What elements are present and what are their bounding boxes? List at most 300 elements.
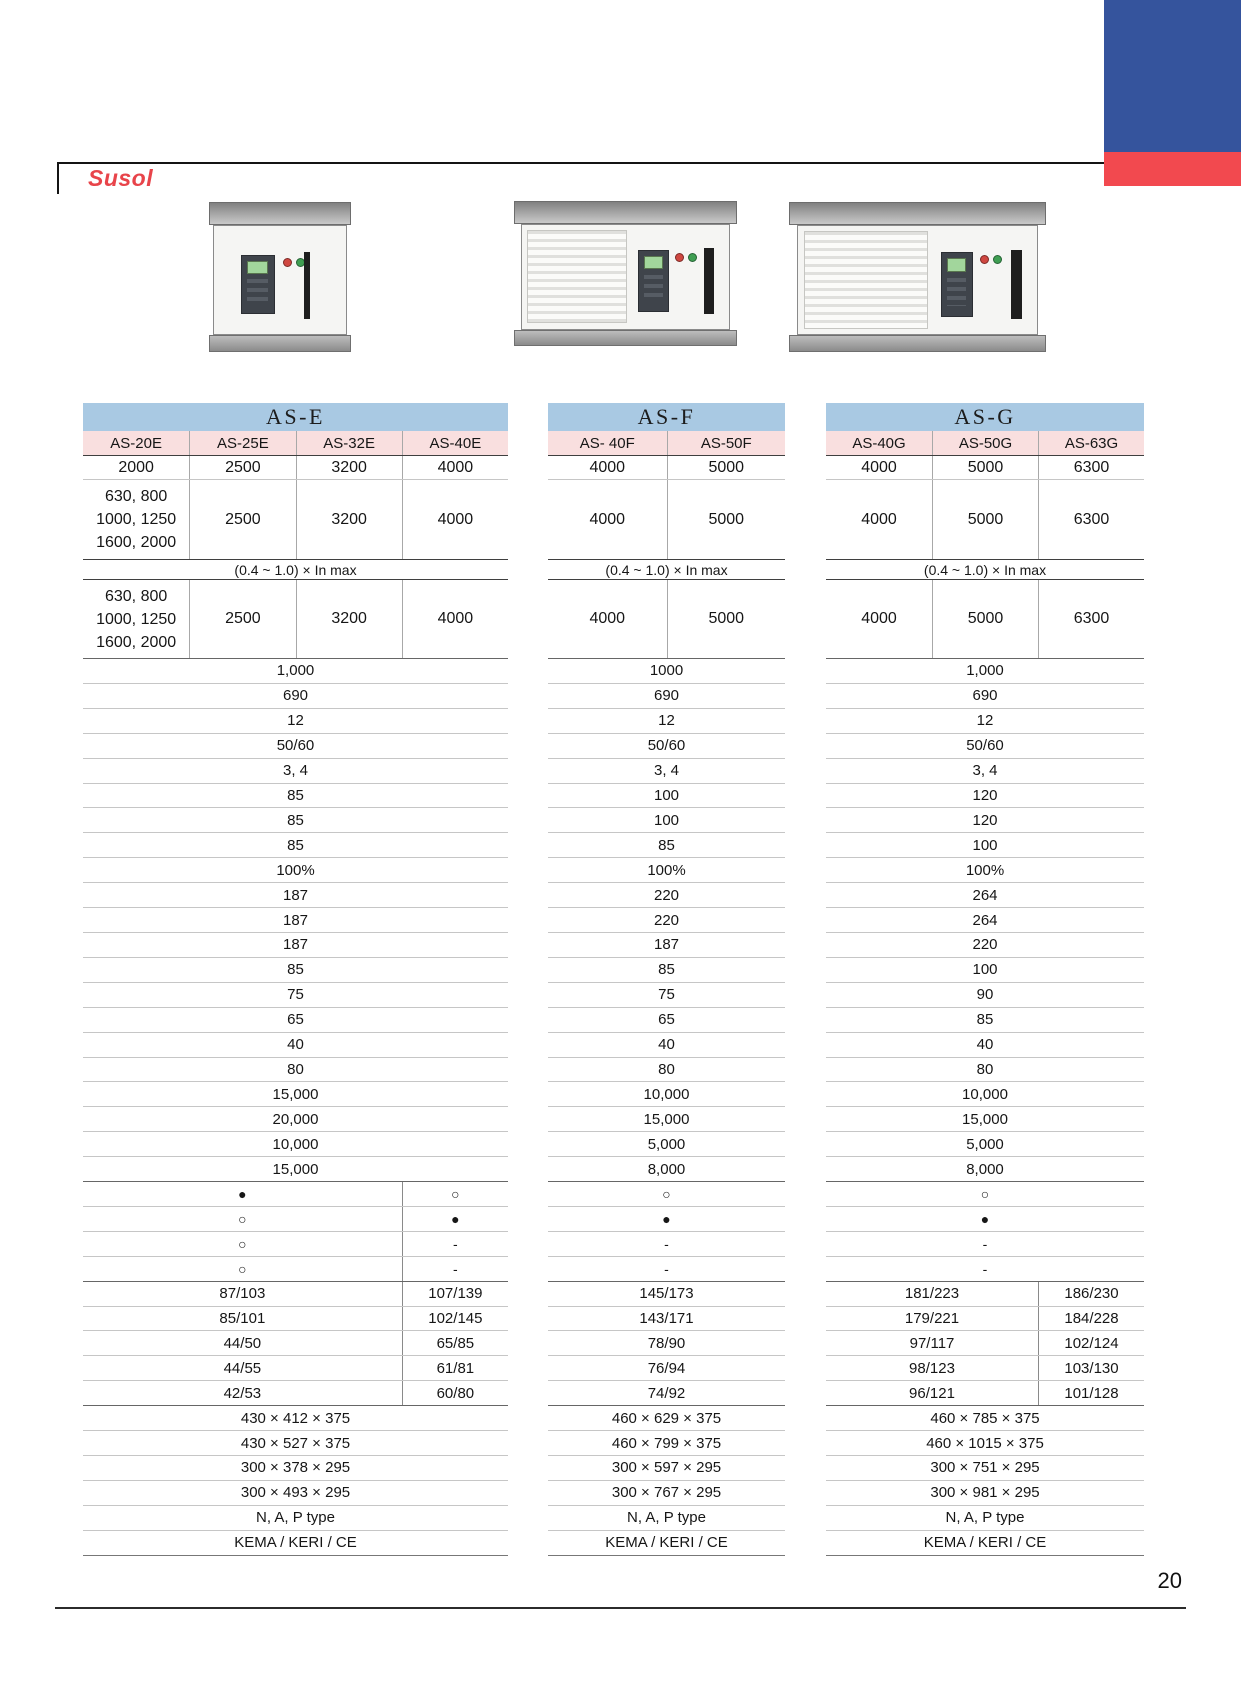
- value-cell: ●: [402, 1207, 508, 1231]
- value-cell: -: [402, 1257, 508, 1281]
- table-row: [826, 1405, 1144, 1430]
- table-row: [826, 1530, 1144, 1555]
- value-cell: 74/92: [647, 1384, 686, 1402]
- value-cell: 100: [653, 811, 680, 829]
- table-row: [548, 1206, 785, 1231]
- table-row: [548, 807, 785, 832]
- value-cell: 120: [972, 786, 998, 804]
- value-cell: 65: [287, 1011, 304, 1029]
- table-row: [83, 957, 508, 982]
- product-photo-as-g: [789, 197, 1046, 352]
- value-cell: 5000: [667, 456, 786, 479]
- table-row: [83, 1355, 508, 1380]
- value-cell: ○: [402, 1182, 508, 1206]
- value-cell: 85/101: [219, 1310, 266, 1328]
- value-cell: 60/80: [402, 1381, 508, 1405]
- value-cell: 50/60: [647, 737, 686, 755]
- table-title: AS-E: [83, 403, 508, 431]
- value-cell: 20,000: [272, 1110, 319, 1128]
- value-cell: 85: [658, 836, 675, 854]
- value-cell: 80: [976, 1060, 994, 1078]
- value-cell: 4000: [589, 510, 626, 528]
- table-row: [83, 1530, 508, 1555]
- breaker-base: [209, 335, 351, 352]
- value-cell: -: [982, 1260, 988, 1277]
- table-row: [826, 857, 1144, 882]
- value-cell: 107/139: [402, 1282, 508, 1306]
- row-label-cell: [83, 580, 189, 658]
- header-rule: [57, 162, 1104, 164]
- breaker-body: [521, 224, 731, 330]
- table-row: [83, 758, 508, 783]
- value-cell: 100%: [647, 861, 686, 879]
- value-cell: 75: [287, 986, 304, 1004]
- table-row: [548, 1380, 785, 1405]
- row-label-line: 1600, 2000: [96, 534, 177, 551]
- value-cell: 187: [282, 886, 309, 904]
- column-header: AS-40E: [402, 431, 508, 455]
- value-cell: 12: [287, 712, 304, 730]
- value-cell: 50/60: [276, 737, 315, 755]
- value-cell: ○: [238, 1260, 247, 1277]
- value-cell: 5000: [932, 456, 1038, 479]
- value-cell: 264: [972, 911, 998, 929]
- table-row: [548, 1181, 785, 1206]
- value-cell: 6300: [1038, 580, 1144, 658]
- value-cell: 8,000: [966, 1160, 1004, 1178]
- breaker-handle: [1011, 250, 1022, 319]
- value-cell: 5000: [667, 480, 786, 559]
- table-row: [83, 1480, 508, 1505]
- table-row: [548, 1007, 785, 1032]
- table-row: [548, 1231, 785, 1256]
- value-cell: 300 × 597 × 295: [611, 1459, 722, 1477]
- breaker-body: [213, 225, 347, 335]
- table-row: [548, 1455, 785, 1480]
- table-row: [548, 758, 785, 783]
- value-cell: 5000: [932, 480, 1038, 559]
- value-cell: N, A, P type: [256, 1509, 335, 1527]
- green-indicator: [993, 255, 1002, 264]
- breaker-display: [247, 261, 268, 274]
- footer-rule: [55, 1607, 1186, 1609]
- table-row: [826, 1057, 1144, 1082]
- value-cell: 3, 4: [972, 762, 998, 780]
- breaker-top-plate: [789, 202, 1046, 225]
- table-row: [83, 1405, 508, 1430]
- table-row: [826, 1231, 1144, 1256]
- value-cell: 300 × 493 × 295: [240, 1484, 351, 1502]
- value-cell: ○: [238, 1210, 247, 1227]
- table-row: [83, 857, 508, 882]
- table-row: [548, 783, 785, 808]
- column-header: AS-50G: [932, 431, 1038, 455]
- corner-blue-block: [1104, 0, 1241, 152]
- table-row: [548, 1156, 785, 1181]
- value-cell: 80: [287, 1060, 304, 1078]
- table-row: [548, 1330, 785, 1355]
- table-row: [83, 1306, 508, 1331]
- value-cell: ●: [238, 1185, 247, 1202]
- value-cell: (0.4 ~ 1.0) × In max: [234, 561, 357, 578]
- value-cell: 4000: [589, 610, 626, 627]
- table-row: [83, 832, 508, 857]
- table-row: [83, 1032, 508, 1057]
- value-cell: 187: [282, 936, 309, 954]
- value-cell: (0.4 ~ 1.0) × In max: [605, 561, 728, 578]
- value-cell: 15,000: [643, 1110, 690, 1128]
- value-cell: 75: [658, 986, 675, 1004]
- value-cell: 220: [653, 886, 680, 904]
- value-cell: 101/128: [1038, 1381, 1144, 1405]
- breaker-top-plate: [209, 202, 351, 225]
- value-cell: 40: [287, 1036, 304, 1054]
- value-cell: 5,000: [647, 1135, 686, 1153]
- table-row: [83, 807, 508, 832]
- column-header: AS- 40F: [579, 434, 635, 452]
- value-cell: 690: [653, 687, 680, 705]
- table-row: [548, 1281, 785, 1306]
- brand-logo: Susol: [88, 165, 154, 191]
- table-row: [826, 882, 1144, 907]
- table-row: [83, 479, 508, 559]
- value-cell: 460 × 629 × 375: [611, 1409, 722, 1427]
- value-cell: 460 × 1015 × 375: [926, 1434, 1044, 1452]
- table-row: [83, 658, 508, 683]
- breaker-control-panel: [638, 250, 669, 312]
- value-cell: 1,000: [276, 662, 315, 680]
- value-cell: 264: [972, 886, 998, 904]
- table-row: [826, 1281, 1144, 1306]
- value-cell: 4000: [402, 580, 508, 658]
- value-cell: ○: [980, 1185, 990, 1202]
- table-row: [83, 708, 508, 733]
- table-row: [548, 455, 785, 479]
- value-cell: 10,000: [643, 1085, 690, 1103]
- table-row: [548, 1405, 785, 1430]
- table-row: [826, 932, 1144, 957]
- table-row: [826, 1081, 1144, 1106]
- table-row: [83, 1057, 508, 1082]
- table-row: [548, 658, 785, 683]
- table-row: [826, 1156, 1144, 1181]
- value-cell: KEMA / KERI / CE: [605, 1534, 728, 1552]
- product-photo-as-e: [209, 197, 351, 352]
- value-cell: 430 × 527 × 375: [240, 1434, 351, 1452]
- table-row: [548, 832, 785, 857]
- row-label-line: 630, 800: [104, 488, 168, 505]
- value-cell: 3, 4: [653, 762, 680, 780]
- column-header: AS-32E: [296, 431, 402, 455]
- table-row: [826, 1256, 1144, 1281]
- value-cell: 44/50: [223, 1334, 262, 1352]
- breaker-display: [947, 258, 966, 272]
- value-cell: KEMA / KERI / CE: [234, 1534, 357, 1552]
- value-cell: 690: [282, 687, 309, 705]
- page-number: 20: [1157, 1568, 1182, 1593]
- value-cell: 3, 4: [282, 762, 309, 780]
- value-cell: 4000: [861, 458, 897, 476]
- table-row: [83, 1156, 508, 1181]
- row-label-line: 1600, 2000: [96, 633, 177, 651]
- value-cell: 12: [976, 712, 994, 730]
- table-row: [826, 1181, 1144, 1206]
- value-cell: 430 × 412 × 375: [240, 1409, 351, 1427]
- table-header-row: [83, 431, 508, 455]
- column-header: AS-25E: [189, 431, 295, 455]
- red-indicator: [675, 253, 684, 262]
- breaker-control-panel: [241, 255, 275, 314]
- value-cell: 40: [976, 1036, 994, 1054]
- value-cell: 100: [972, 961, 998, 979]
- red-indicator: [283, 258, 292, 267]
- value-cell: 65: [658, 1011, 675, 1029]
- table-title: AS-F: [548, 403, 785, 431]
- value-cell: 120: [972, 811, 998, 829]
- table-row: [826, 1206, 1144, 1231]
- value-cell: N, A, P type: [627, 1509, 706, 1527]
- table-row: [83, 783, 508, 808]
- table-row: [83, 1256, 508, 1281]
- table-row: [548, 907, 785, 932]
- value-cell: 4000: [589, 458, 626, 476]
- table-row: [83, 882, 508, 907]
- table-row: [548, 1032, 785, 1057]
- table-row: [83, 579, 508, 658]
- row-label-line: 1000, 1250: [96, 610, 177, 628]
- table-row: [826, 1330, 1144, 1355]
- value-cell: 2500: [189, 456, 295, 479]
- breaker-body: [797, 225, 1039, 335]
- table-row: [826, 1505, 1144, 1530]
- value-cell: 85: [287, 786, 304, 804]
- column-header: AS-20E: [110, 434, 162, 452]
- table-row: [826, 559, 1144, 579]
- value-cell: 90: [976, 986, 994, 1004]
- value-cell: 4000: [402, 456, 508, 479]
- value-cell: 460 × 799 × 375: [611, 1434, 722, 1452]
- value-cell: 6300: [1038, 456, 1144, 479]
- value-cell: 2000: [118, 458, 154, 476]
- value-cell: 87/103: [219, 1285, 266, 1303]
- breaker-keypad: [644, 275, 663, 302]
- value-cell: -: [402, 1232, 508, 1256]
- table-row: [83, 733, 508, 758]
- value-cell: 85: [287, 811, 304, 829]
- value-cell: 100%: [965, 861, 1005, 879]
- table-row: [83, 1430, 508, 1455]
- value-cell: 100%: [276, 861, 315, 879]
- value-cell: 42/53: [223, 1384, 262, 1402]
- table-row: [83, 683, 508, 708]
- value-cell: ●: [980, 1210, 990, 1227]
- value-cell: 12: [658, 712, 675, 730]
- value-cell: 80: [658, 1060, 675, 1078]
- table-row: [83, 1131, 508, 1156]
- table-header-row: [826, 431, 1144, 455]
- header-rule-leg: [57, 162, 59, 194]
- value-cell: 85: [658, 961, 675, 979]
- value-cell: ●: [662, 1210, 671, 1227]
- table-row: [548, 882, 785, 907]
- breaker-control-panel: [941, 252, 972, 317]
- value-cell: 300 × 751 × 295: [930, 1459, 1040, 1477]
- value-cell: 8,000: [647, 1160, 686, 1178]
- breaker-handle: [304, 252, 310, 319]
- table-row: [83, 1505, 508, 1530]
- value-cell: 4000: [861, 610, 897, 627]
- value-cell: KEMA / KERI / CE: [923, 1534, 1047, 1552]
- value-cell: 40: [658, 1036, 675, 1054]
- product-photo-as-f: [514, 197, 737, 346]
- value-cell: 100: [653, 786, 680, 804]
- value-cell: 143/171: [639, 1310, 694, 1328]
- table-row: [826, 683, 1144, 708]
- table-row: [826, 907, 1144, 932]
- table-row: [83, 1281, 508, 1306]
- value-cell: 50/60: [966, 737, 1004, 755]
- table-row: [826, 982, 1144, 1007]
- value-cell: 690: [972, 687, 998, 705]
- corner-red-block: [1104, 152, 1241, 186]
- value-cell: -: [664, 1260, 669, 1277]
- value-cell: ○: [662, 1185, 671, 1202]
- value-cell: 102/145: [402, 1307, 508, 1331]
- value-cell: 10,000: [962, 1085, 1008, 1103]
- value-cell: -: [982, 1235, 988, 1252]
- table-row: [548, 1530, 785, 1555]
- value-cell: 145/173: [639, 1285, 694, 1303]
- row-label-cell: [83, 480, 189, 559]
- table-row: [826, 832, 1144, 857]
- table-row: [83, 1106, 508, 1131]
- table-row: [83, 932, 508, 957]
- value-cell: 1,000: [966, 662, 1004, 680]
- value-cell: 44/55: [223, 1359, 262, 1377]
- table-row: [83, 559, 508, 579]
- table-row: [83, 455, 508, 479]
- value-cell: 300 × 378 × 295: [240, 1459, 351, 1477]
- table-row: [83, 1181, 508, 1206]
- value-cell: 4000: [402, 480, 508, 559]
- table-row: [826, 1007, 1144, 1032]
- table-row: [83, 907, 508, 932]
- table-row: [826, 807, 1144, 832]
- table-row: [826, 579, 1144, 658]
- value-cell: 10,000: [272, 1135, 319, 1153]
- table-row: [548, 932, 785, 957]
- spec-table-as-g: [826, 403, 1144, 1556]
- value-cell: 4000: [861, 510, 897, 528]
- column-header: AS-63G: [1038, 431, 1144, 455]
- table-row: [826, 1032, 1144, 1057]
- red-indicator: [980, 255, 989, 264]
- value-cell: 98/123: [909, 1359, 955, 1377]
- table-row: [826, 758, 1144, 783]
- value-cell: 15,000: [272, 1160, 319, 1178]
- value-cell: 76/94: [647, 1359, 686, 1377]
- table-row: [548, 708, 785, 733]
- row-label-line: 1000, 1250: [96, 511, 177, 528]
- table-row: [83, 1007, 508, 1032]
- column-header: AS-40G: [852, 434, 906, 452]
- row-label-line: 630, 800: [104, 587, 168, 605]
- value-cell: 65/85: [402, 1331, 508, 1355]
- table-row: [548, 1106, 785, 1131]
- table-title: AS-G: [826, 403, 1144, 431]
- value-cell: 5000: [667, 580, 786, 658]
- table-row: [548, 1131, 785, 1156]
- table-row: [548, 1505, 785, 1530]
- value-cell: 300 × 981 × 295: [930, 1484, 1040, 1502]
- table-row: [826, 733, 1144, 758]
- table-row: [83, 1380, 508, 1405]
- breaker-handle: [704, 248, 713, 314]
- table-row: [548, 579, 785, 658]
- table-row: [826, 957, 1144, 982]
- table-row: [83, 982, 508, 1007]
- value-cell: (0.4 ~ 1.0) × In max: [923, 561, 1047, 578]
- value-cell: 5,000: [966, 1135, 1004, 1153]
- breaker-vent-panel: [804, 231, 929, 328]
- value-cell: 2500: [189, 580, 295, 658]
- value-cell: 460 × 785 × 375: [930, 1409, 1040, 1427]
- green-indicator: [688, 253, 697, 262]
- table-row: [548, 733, 785, 758]
- table-row: [83, 1206, 508, 1231]
- column-header: AS-50F: [667, 431, 786, 455]
- table-row: [83, 1231, 508, 1256]
- value-cell: 300 × 767 × 295: [611, 1484, 722, 1502]
- value-cell: 220: [972, 936, 998, 954]
- breaker-keypad: [247, 279, 268, 304]
- value-cell: 15,000: [962, 1110, 1008, 1128]
- value-cell: 179/221: [904, 1310, 960, 1328]
- value-cell: 1000: [649, 662, 684, 680]
- table-row: [826, 1355, 1144, 1380]
- table-row: [548, 683, 785, 708]
- value-cell: 97/117: [909, 1334, 955, 1352]
- table-row: [548, 1081, 785, 1106]
- value-cell: 3200: [296, 580, 402, 658]
- value-cell: 187: [653, 936, 680, 954]
- value-cell: 220: [653, 911, 680, 929]
- value-cell: N, A, P type: [945, 1509, 1025, 1527]
- value-cell: 5000: [932, 580, 1038, 658]
- table-row: [548, 1480, 785, 1505]
- spec-table-as-e: [83, 403, 508, 1556]
- table-row: [826, 455, 1144, 479]
- value-cell: 85: [287, 836, 304, 854]
- breaker-base: [514, 330, 737, 346]
- value-cell: 100: [972, 836, 998, 854]
- value-cell: ○: [238, 1235, 247, 1252]
- value-cell: 96/121: [909, 1384, 955, 1402]
- breaker-keypad: [947, 278, 966, 306]
- value-cell: 2500: [189, 480, 295, 559]
- value-cell: 181/223: [904, 1285, 960, 1303]
- value-cell: 184/228: [1038, 1307, 1144, 1331]
- table-row: [548, 957, 785, 982]
- value-cell: 85: [976, 1011, 994, 1029]
- value-cell: 103/130: [1038, 1356, 1144, 1380]
- table-row: [548, 1430, 785, 1455]
- breaker-vent-panel: [527, 230, 627, 323]
- table-row: [826, 708, 1144, 733]
- table-row: [826, 658, 1144, 683]
- table-row: [548, 1355, 785, 1380]
- breaker-top-plate: [514, 201, 737, 223]
